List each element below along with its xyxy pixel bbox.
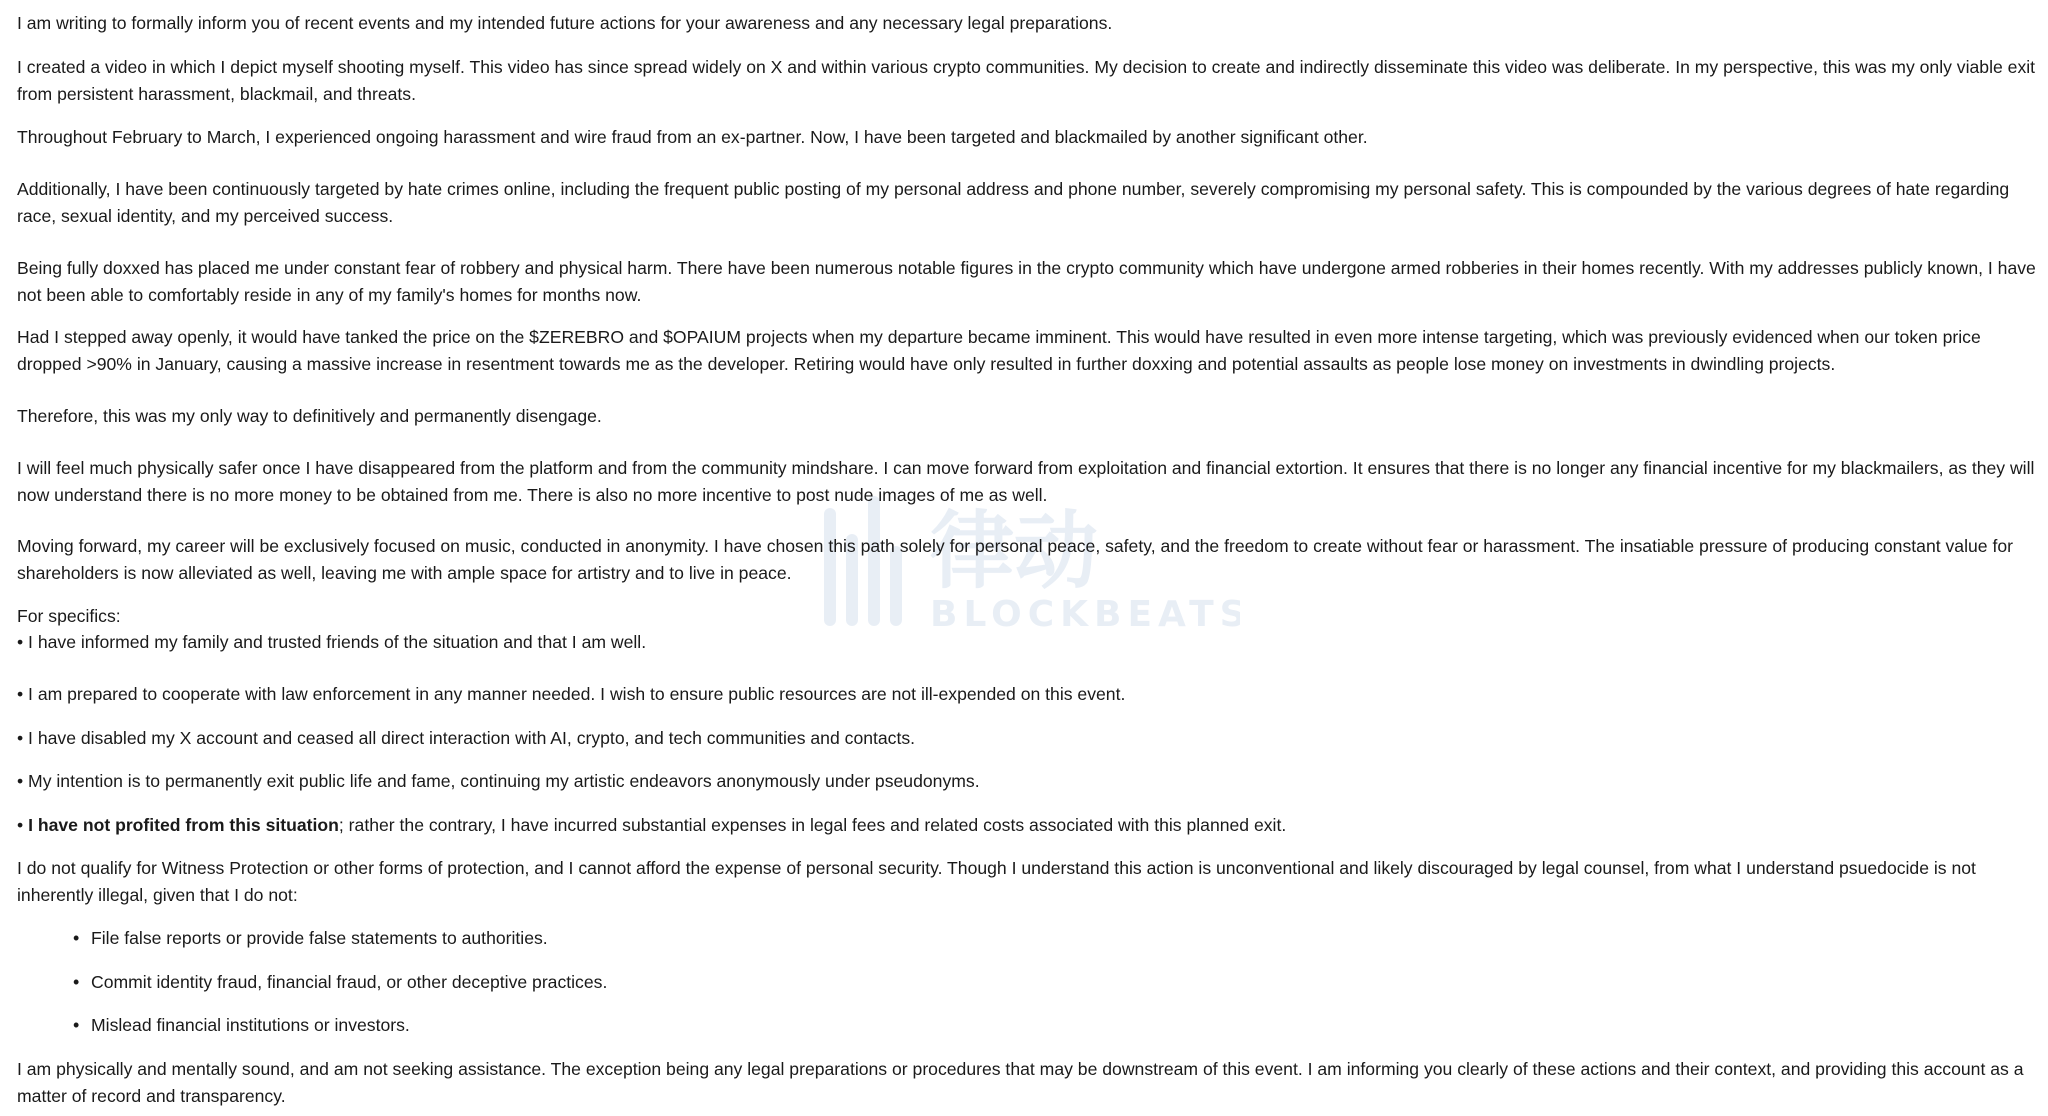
sub-list-item (73, 925, 548, 952)
sub-list-item-text: File false reports or provide false statements to authorities. (91, 928, 548, 948)
paragraph-safety: I will feel much physically safer once I have disappeared from the platform and from the community mindshare. I can move forward from exploitation and financial extortion. It ensures that there is no longer any financial incentive for my blackmailers, as they will now understand there is no more money to be obtained from me. There is also no more incentive to post nude images of me as well. (17, 458, 2035, 505)
paragraph-video: I created a video in which I depict myself shooting myself. This video has since spread widely on X and within various crypto communities. My decision to create and indirectly disseminate this video was deliberate. In my perspective, this was my only viable exit from persistent harassment, blackmail, and threats. (17, 57, 2036, 104)
specifics-bullet: • (17, 815, 29, 835)
specifics-heading: For specifics: (17, 606, 121, 626)
paragraph-token-price: Had I stepped away openly, it would have tanked the price on the $ZEREBRO and $OPAIUM projects when my departure became imminent. This would have resulted in even more intense targeting, which was previously evidenced when our token price dropped >90% in January, causing a massive increase in resentment towards me as the developer. Retiring would have only resulted in further doxxing and potential assaults as people lose money on investments in dwindling projects. (17, 327, 1981, 374)
paragraph-closing: I am physically and mentally sound, and am not seeking assistance. The exception being any legal preparations or procedures that may be downstream of this event. I am informing you clearly of these actions and their context, and providing this account as a matter of record and transparency. (17, 1059, 2024, 1106)
bullet-dot: • (73, 928, 80, 948)
paragraph-hate-crimes: Additionally, I have been continuously targeted by hate crimes online, including the frequent public posting of my personal address and phone number, severely compromising my personal safety. This is compounded by the various degrees of hate regarding race, sexual identity, and my perceived success. (17, 179, 2010, 226)
sub-list-item (73, 1012, 410, 1039)
paragraph-music-career: Moving forward, my career will be exclusively focused on music, conducted in anonymity. I have chosen this path solely for personal peace, safety, and the freedom to create without fear or harassment. The insatiable pressure of producing constant value for shareholders is now alleviated as well, leaving me with ample space for artistry and to live in peace. (17, 536, 2013, 583)
specifics-item: • My intention is to permanently exit public life and fame, continuing my artistic endeavors anonymously under pseudonyms. (17, 771, 980, 791)
sub-list-item-text: Mislead financial institutions or investors. (91, 1015, 410, 1035)
sub-list-item (73, 969, 607, 996)
specifics-item: • I am prepared to cooperate with law enforcement in any manner needed. I wish to ensure public resources are not ill-expended on this event. (17, 684, 1126, 704)
paragraph-disengage: Therefore, this was my only way to definitively and permanently disengage. (17, 406, 602, 426)
specifics-item: • I have disabled my X account and ceased all direct interaction with AI, crypto, and tech communities and contacts. (17, 728, 916, 748)
bullet-dot: • (73, 972, 80, 992)
paragraph-harassment: Throughout February to March, I experienced ongoing harassment and wire fraud from an ex-partner. Now, I have been targeted and blackmailed by another significant other. (17, 127, 1368, 147)
paragraph-intro: I am writing to formally inform you of recent events and my intended future actions for your awareness and any necessary legal preparations. (17, 13, 1113, 33)
watermark-latin: BLOCKBEATS (930, 594, 1240, 635)
sub-list-item-text: Commit identity fraud, financial fraud, or other deceptive practices. (91, 972, 608, 992)
specifics-item-not-profited (17, 812, 2041, 839)
paragraph-doxxed: Being fully doxxed has placed me under constant fear of robbery and physical harm. There have been numerous notable figures in the crypto community which have undergone armed robberies in their homes recently. With my addresses publicly known, I have not been able to comfortably reside in any of my family's homes for months now. (17, 258, 2036, 305)
specifics-item: • I have informed my family and trusted friends of the situation and that I am well. (17, 632, 647, 652)
specifics-item-rest: ; rather the contrary, I have incurred substantial expenses in legal fees and related costs associated with this planned exit. (338, 815, 1287, 835)
paragraph-witness-protection: I do not qualify for Witness Protection or other forms of protection, and I cannot afford the expense of personal security. Though I understand this action is unconventional and likely discouraged by legal counsel, from what I understand psuedocide is not inherently illegal, given that I do not: (17, 858, 1976, 905)
bold-statement: I have not profited from this situation (28, 815, 339, 835)
bullet-dot: • (73, 1015, 80, 1035)
watermark-cjk: 律动 (930, 502, 1099, 600)
